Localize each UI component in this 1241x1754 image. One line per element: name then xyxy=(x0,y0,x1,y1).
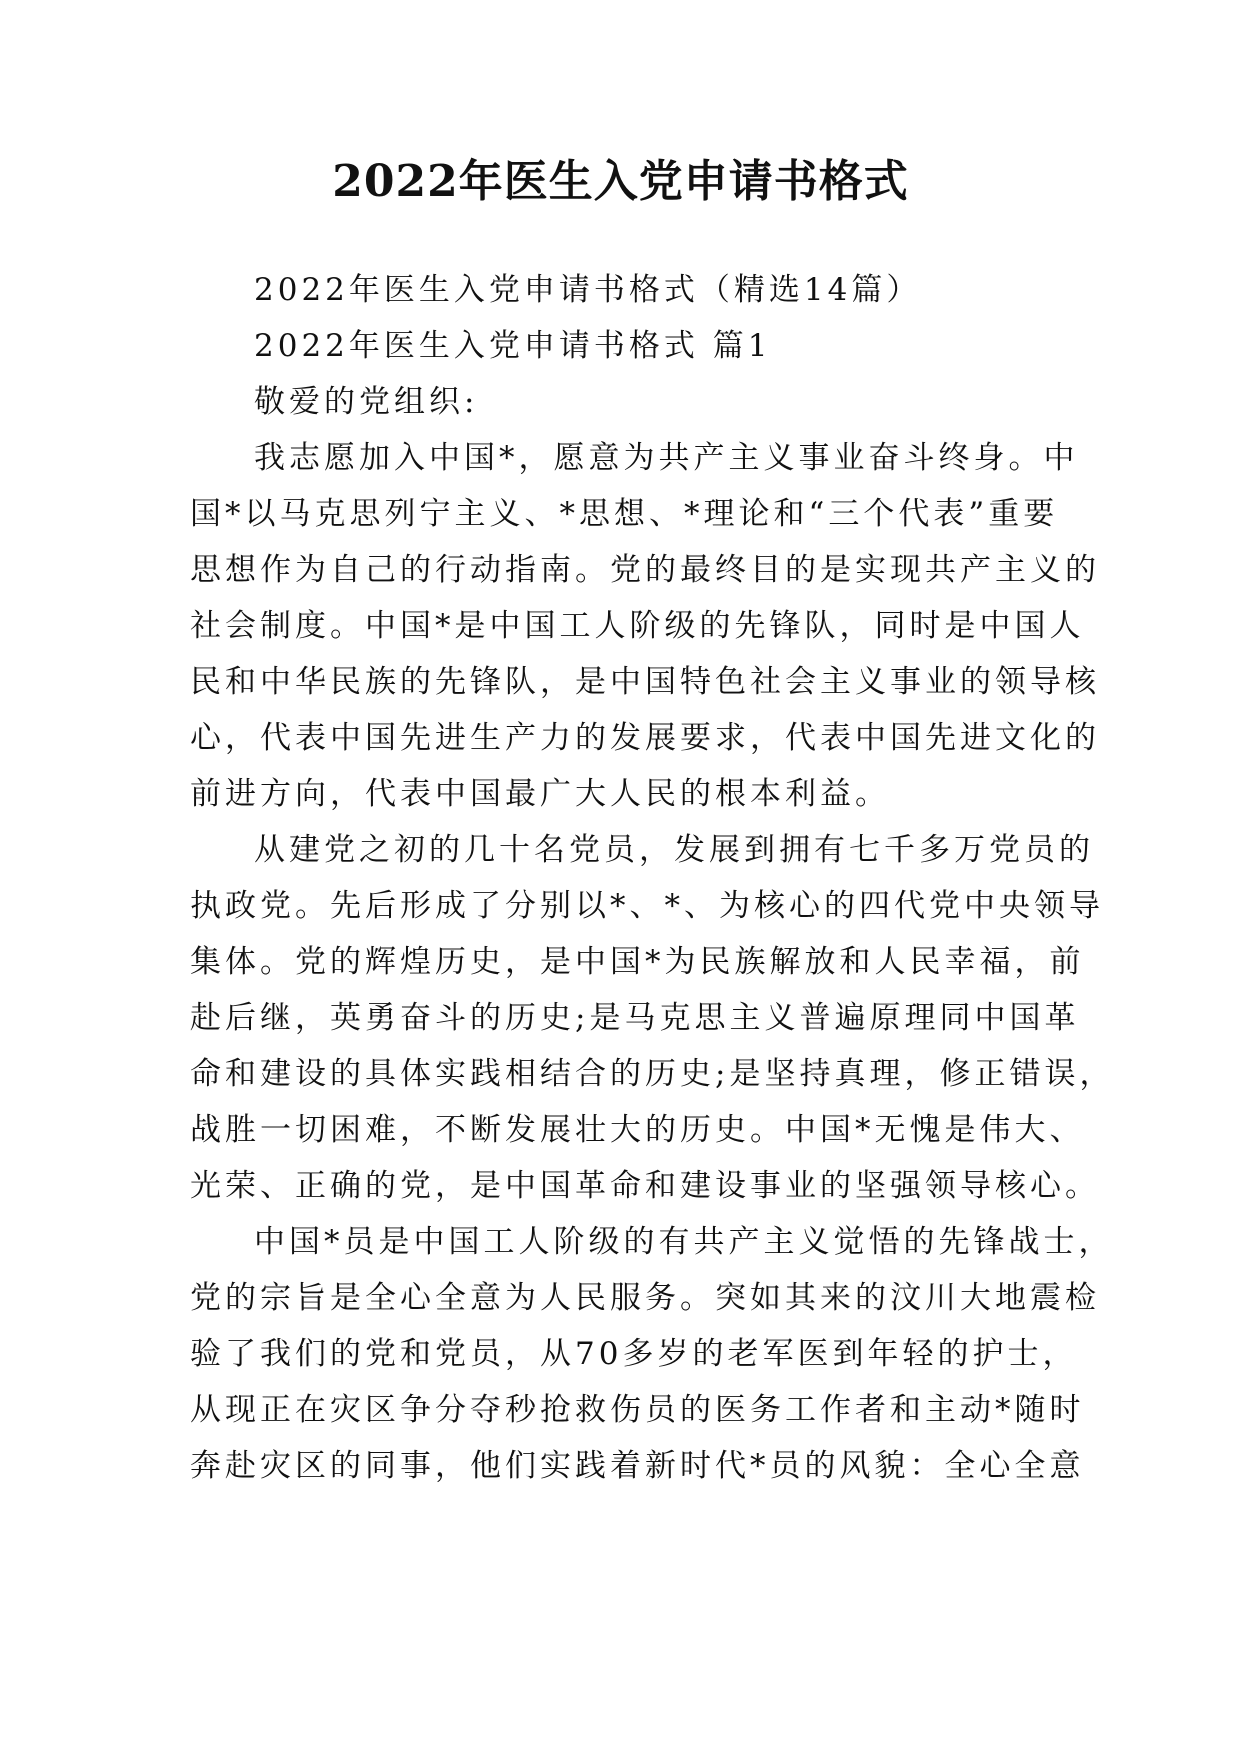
paragraph-line: 命和建设的具体实践相结合的历史;是坚持真理，修正错误， xyxy=(190,1056,1115,1092)
paragraph-line: 从现正在灾区争分夺秒抢救伤员的医务工作者和主动*随时 xyxy=(190,1392,1085,1428)
document-subtitle: 2022年医生入党申请书格式（精选14篇） xyxy=(254,272,922,308)
paragraph-line: 中国*员是中国工人阶级的有共产主义觉悟的先锋战士， xyxy=(254,1224,1114,1260)
paragraph-line: 验了我们的党和党员，从70多岁的老军医到年轻的护士， xyxy=(190,1336,1078,1372)
paragraph-line: 集体。党的辉煌历史，是中国*为民族解放和人民幸福，前 xyxy=(190,944,1085,980)
paragraph-line: 社会制度。中国*是中国工人阶级的先锋队，同时是中国人 xyxy=(190,608,1085,644)
paragraph-line: 党的宗旨是全心全意为人民服务。突如其来的汶川大地震检 xyxy=(190,1280,1100,1316)
paragraph-line: 执政党。先后形成了分别以*、*、为核心的四代党中央领导 xyxy=(190,888,1104,924)
paragraph-line: 民和中华民族的先锋队，是中国特色社会主义事业的领导核 xyxy=(190,664,1100,700)
paragraph-line: 赴后继，英勇奋斗的历史;是马克思主义普遍原理同中国革 xyxy=(190,1000,1080,1036)
section-heading: 2022年医生入党申请书格式 篇1 xyxy=(254,328,772,364)
paragraph-line: 我志愿加入中国*，愿意为共产主义事业奋斗终身。中 xyxy=(254,440,1079,476)
paragraph-line: 前进方向，代表中国最广大人民的根本利益。 xyxy=(190,776,890,812)
document-body xyxy=(190,262,1115,1494)
paragraph-line: 光荣、正确的党，是中国革命和建设事业的坚强领导核心。 xyxy=(190,1168,1100,1204)
paragraph-line: 心，代表中国先进生产力的发展要求，代表中国先进文化的 xyxy=(190,720,1100,756)
salutation: 敬爱的党组织: xyxy=(254,384,479,420)
paragraph-line: 从建党之初的几十名党员，发展到拥有七千多万党员的 xyxy=(254,832,1094,868)
paragraph-line: 战胜一切困难，不断发展壮大的历史。中国*无愧是伟大、 xyxy=(190,1112,1085,1148)
document-title: 2022年医生入党申请书格式 xyxy=(332,156,909,207)
paragraph-line: 国*以马克思列宁主义、*思想、*理论和“三个代表”重要 xyxy=(190,496,1059,532)
paragraph-line: 奔赴灾区的同事，他们实践着新时代*员的风貌：全心全意 xyxy=(190,1448,1085,1484)
paragraph-line: 思想作为自己的行动指南。党的最终目的是实现共产主义的 xyxy=(190,552,1100,588)
